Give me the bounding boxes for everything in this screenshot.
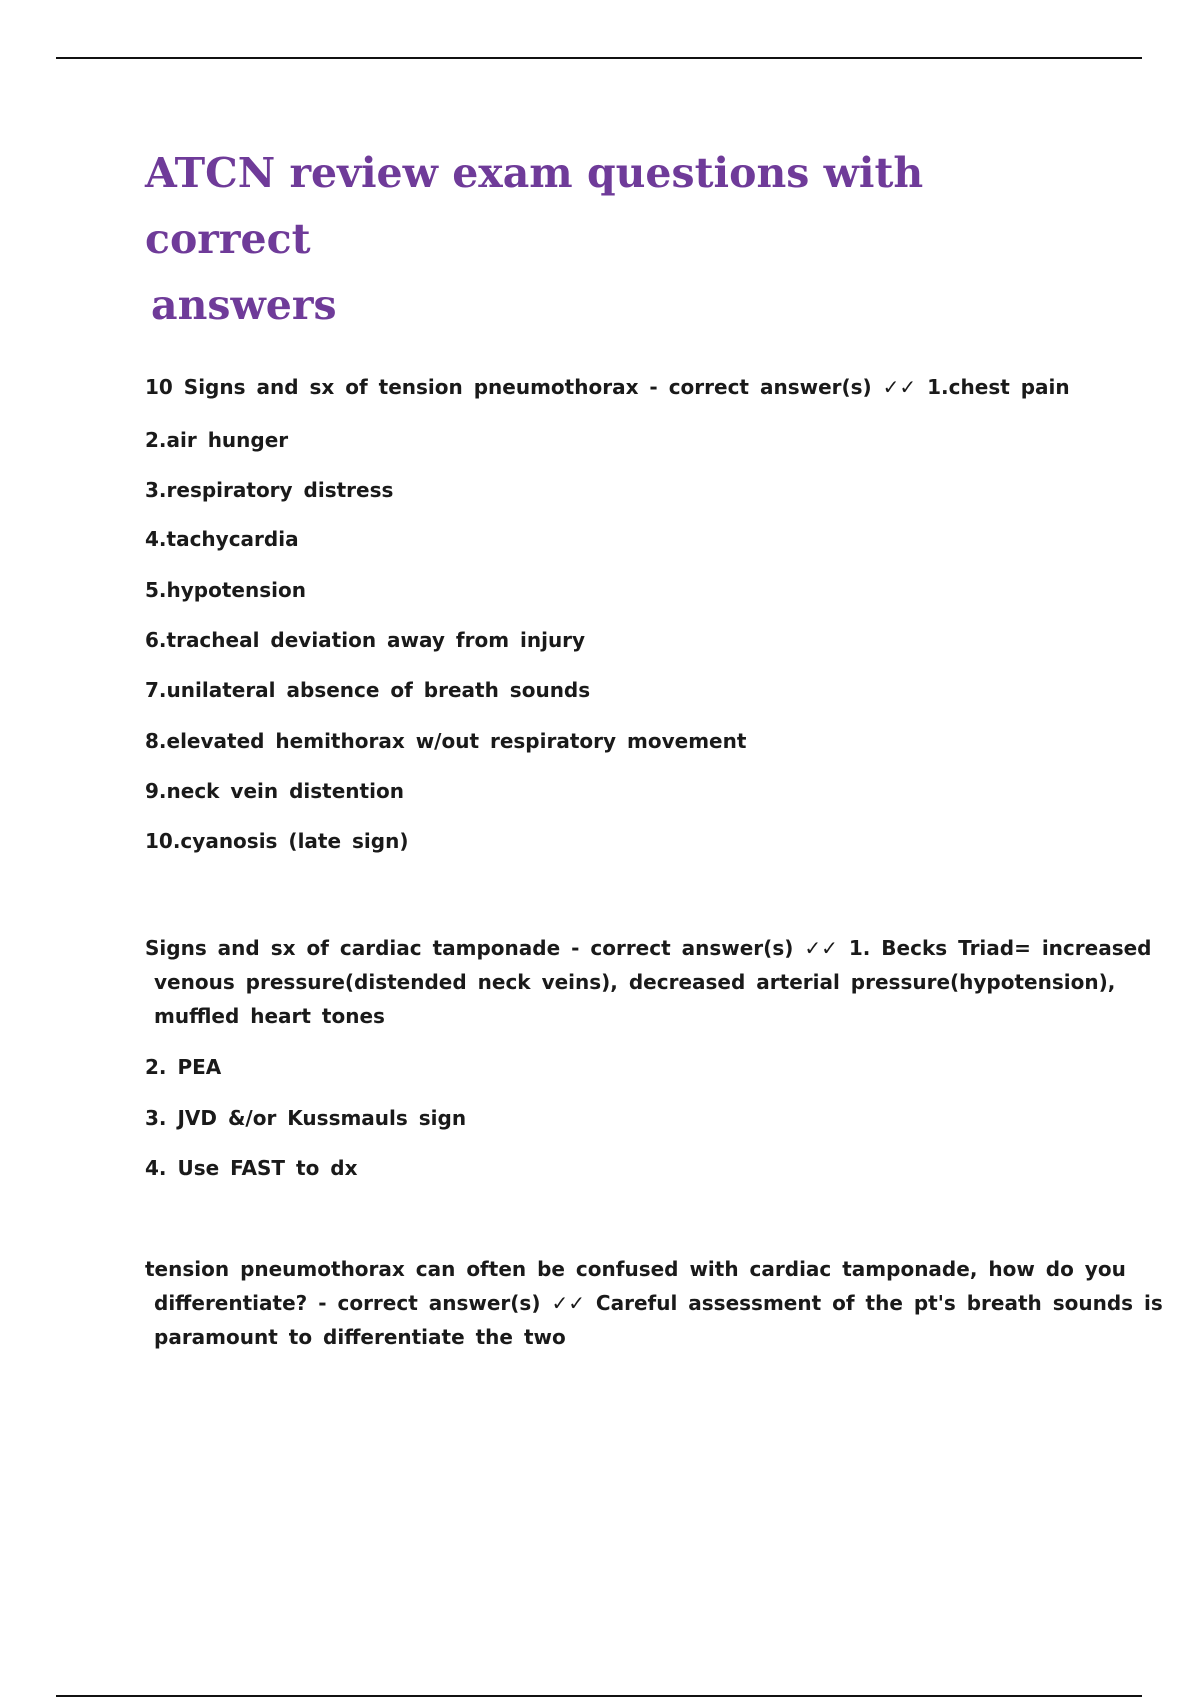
bottom-rule	[56, 1695, 1142, 1697]
q1-item-7: 7.unilateral absence of breath sounds	[145, 678, 591, 702]
top-rule	[56, 57, 1142, 59]
q2-item-4: 4. Use FAST to dx	[145, 1156, 358, 1180]
q2-answer-line-2: venous pressure(distended neck veins), decreased arterial pressure(hypotension),	[154, 970, 1116, 994]
q1-item-3: 3.respiratory distress	[145, 478, 394, 502]
q1-item-6: 6.tracheal deviation away from injury	[145, 628, 586, 652]
q3-line-1: tension pneumothorax can often be confused with cardiac tamponade, how do you	[145, 1257, 1126, 1281]
document-title	[145, 140, 1065, 338]
q1-item-4: 4.tachycardia	[145, 527, 299, 551]
q2-answer-line-3: muffled heart tones	[154, 1004, 385, 1028]
checkmark-icon: ✓✓	[882, 375, 917, 399]
checkmark-icon: ✓✓	[804, 936, 838, 960]
q2-question: Signs and sx of cardiac tamponade - correct answer(s)	[145, 936, 794, 960]
q1-item-2: 2.air hunger	[145, 428, 289, 452]
q1-item-5: 5.hypotension	[145, 578, 306, 602]
q3-line-3: paramount to differentiate the two	[154, 1325, 566, 1349]
q1-question-line	[145, 375, 1075, 399]
q2-item-3: 3. JVD &/or Kussmauls sign	[145, 1106, 467, 1130]
q3-question-end: differentiate? - correct answer(s)	[154, 1291, 541, 1315]
title-line-1: ATCN review exam questions with correct	[145, 149, 924, 263]
title-line-2: answers	[151, 281, 337, 329]
q3-paragraph	[145, 1252, 1163, 1354]
q2-question-line	[145, 931, 1152, 965]
checkmark-icon: ✓✓	[551, 1291, 585, 1315]
q3-answer-start: Careful assessment of the pt's breath sounds is	[595, 1291, 1163, 1315]
q1-item-9: 9.neck vein distention	[145, 779, 404, 803]
q1-answer-start: 1.chest pain	[927, 375, 1070, 399]
q1-question: 10 Signs and sx of tension pneumothorax - correct answer(s)	[145, 375, 872, 399]
q2-item-2: 2. PEA	[145, 1055, 222, 1079]
q2-paragraph	[145, 931, 1152, 1033]
q2-answer-start: 1. Becks Triad= increased	[848, 936, 1152, 960]
q3-line-2	[145, 1286, 1163, 1320]
q1-item-10: 10.cyanosis (late sign)	[145, 829, 409, 853]
q1-item-8: 8.elevated hemithorax w/out respiratory movement	[145, 729, 747, 753]
